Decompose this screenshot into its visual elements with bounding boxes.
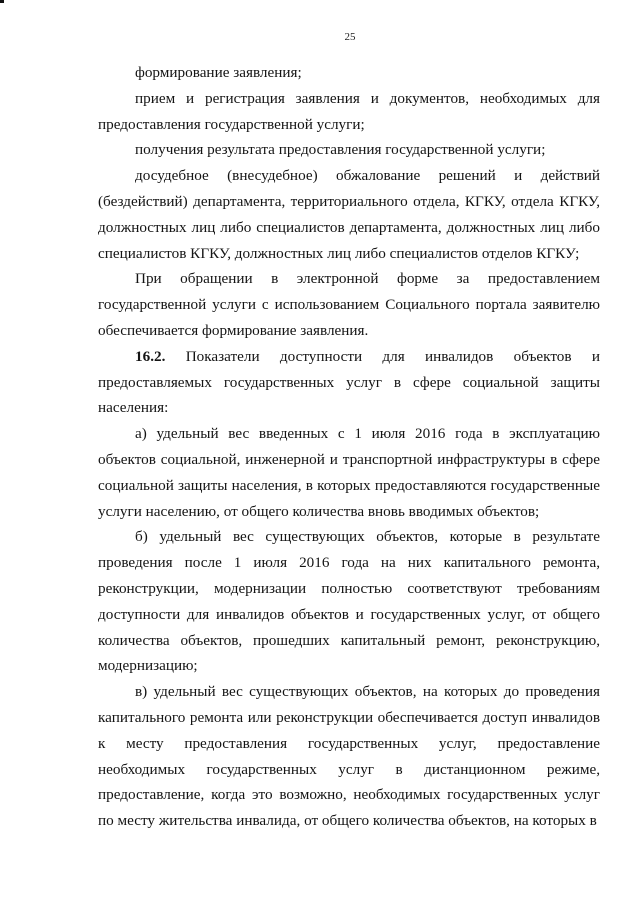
paragraph-1: формирование заявления; (135, 64, 302, 81)
document-body (98, 60, 600, 834)
section-number: 16.2. (135, 347, 166, 365)
paragraph-5: При обращении в электронной форме за предоставлением государственной услуги с использованием Социального портала заявителю обеспечивается формирование заявления. (98, 270, 600, 339)
paragraph-4: досудебное (внесудебное) обжалование решений и действий (бездействий) департамента, территориального отдела, КГКУ, отдела КГКУ, должностных лиц либо специалистов департамента, должностных лиц либо специалистов КГКУ, должностных лиц либо специалистов отделов КГКУ; (98, 167, 600, 262)
paragraph-item-v: в) удельный вес существующих объектов, на которых до проведения капитального ремонта или реконструкции обеспечивается доступ инвалидов к месту предоставления государственных услуг, предоставление необходимых государственных услуг в дистанционном режиме, предоставление, когда это возможно, необходимых государственных услуг по месту жительства инвалида, от общего количества объектов, на которых в (98, 683, 600, 830)
scan-edge-mark (0, 0, 4, 3)
paragraph-2: прием и регистрация заявления и документов, необходимых для предоставления государственной услуги; (98, 89, 600, 133)
section-16-2-paragraph (98, 344, 600, 421)
paragraph-item-a: а) удельный вес введенных с 1 июля 2016 года в эксплуатацию объектов социальной, инженерной и транспортной инфраструктуры в сфере социальной защиты населения, в которых предоставляются государственные услуги населению, от общего количества вновь вводимых объектов; (98, 425, 600, 520)
paragraph-3: получения результата предоставления государственной услуги; (135, 141, 546, 159)
section-heading-text: Показатели доступности для инвалидов объектов и предоставляемых государственных услуг в сфере социальной защиты населения: (98, 347, 601, 417)
page-number: 25 (344, 31, 356, 43)
paragraph-item-b: б) удельный вес существующих объектов, которые в результате проведения после 1 июля 2016 года на них капитального ремонта, реконструкции, модернизации полностью соответствуют требованиям доступности для инвалидов объектов и государственных услуг, от общего количества объектов, прошедших капитальный ремонт, реконструкцию, модернизацию; (98, 528, 600, 675)
